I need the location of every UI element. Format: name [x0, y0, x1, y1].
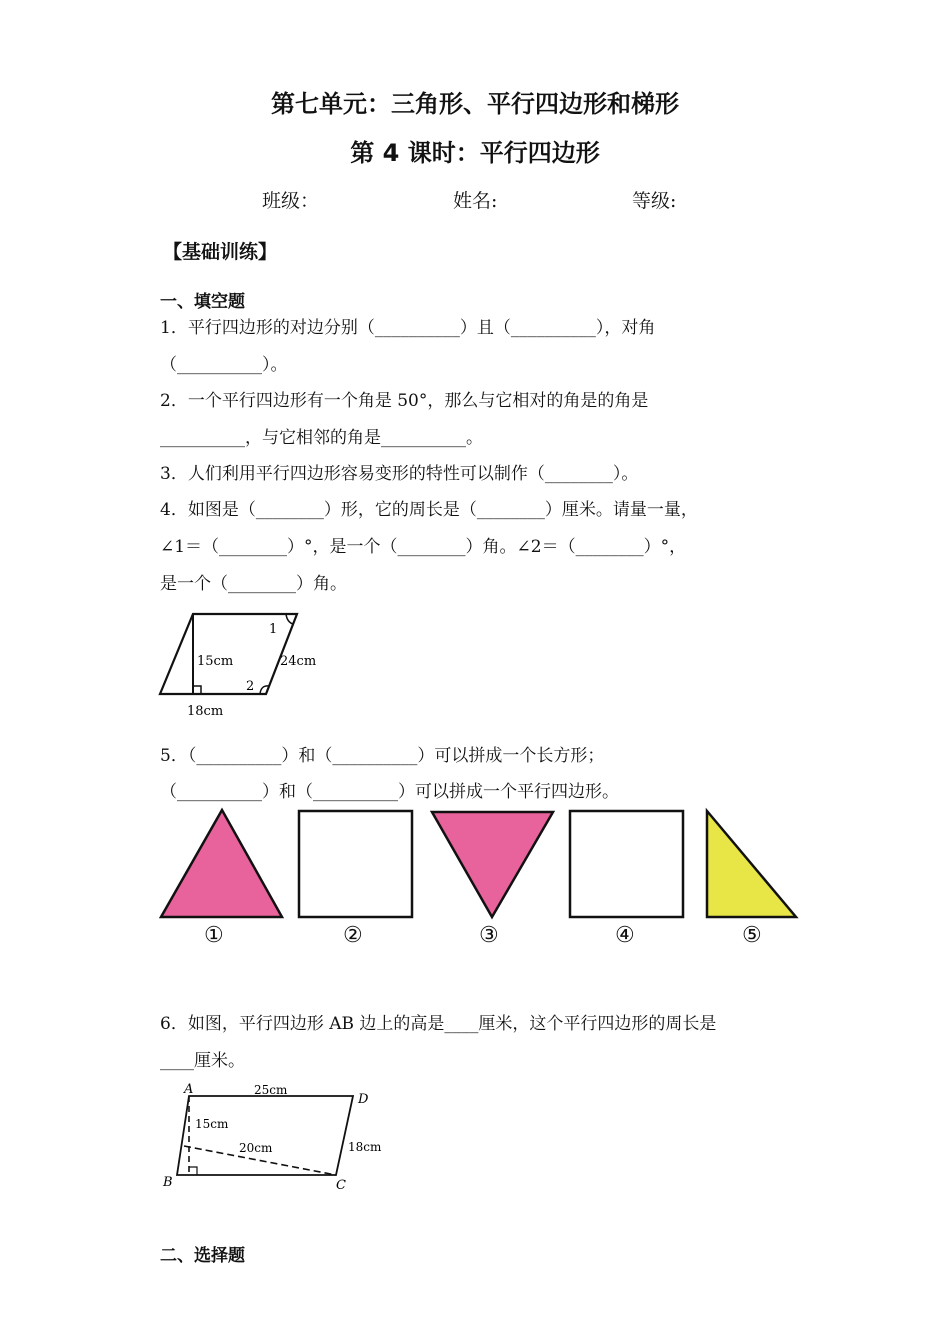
- shape-label-5: ⑤: [742, 923, 762, 948]
- right-angle-mark-bottom: [189, 1167, 197, 1175]
- question-4-line-2: ∠1＝（________）°，是一个（________）角。∠2＝（________）°，: [160, 537, 687, 557]
- right-angle-mark: [193, 686, 201, 694]
- square-shape-2: [297, 808, 415, 920]
- shape-label-3: ③: [479, 923, 499, 948]
- lesson-subtitle: 第 4 课时：平行四边形: [350, 139, 600, 167]
- question-2-line-2: __________，与它相邻的角是__________。: [160, 428, 483, 448]
- vertex-d-label: D: [358, 1092, 369, 1107]
- question-4-line-3: 是一个（________）角。: [160, 574, 347, 594]
- square-shape-4: [568, 808, 686, 920]
- question-3: 3．人们利用平行四边形容易变形的特性可以制作（________）。: [160, 464, 639, 484]
- question-6-line-1: 6．如图，平行四边形 AB 边上的高是____厘米，这个平行四边形的周长是: [160, 1014, 717, 1034]
- page-title: 第七单元：三角形、平行四边形和梯形: [271, 90, 679, 118]
- top-side-label: 25cm: [254, 1083, 288, 1097]
- side-label: 24cm: [280, 654, 317, 669]
- grade-label: 等级:: [632, 190, 677, 212]
- pink-triangle-shape-1: [158, 808, 286, 920]
- fill-blank-heading: 一、填空题: [160, 292, 245, 312]
- multiple-choice-heading: 二、选择题: [160, 1246, 245, 1266]
- parallelogram-figure-q6: [155, 1080, 395, 1195]
- right-side-label: 18cm: [348, 1140, 382, 1154]
- yellow-right-triangle-shape-5: [704, 808, 800, 920]
- parallelogram-abcd: [177, 1096, 353, 1175]
- question-1-line-2: （__________）。: [160, 355, 288, 375]
- shape-label-4: ④: [615, 923, 635, 948]
- class-label: 班级：: [262, 190, 320, 212]
- diagonal-height-label: 20cm: [239, 1141, 273, 1155]
- question-6-line-2: ____厘米。: [160, 1051, 245, 1071]
- pink-inverted-triangle-shape-3: [429, 808, 557, 920]
- shape-label-2: ②: [343, 923, 363, 948]
- question-5-line-2: （__________）和（__________）可以拼成一个平行四边形。: [160, 782, 619, 802]
- shape-label-1: ①: [204, 923, 224, 948]
- question-4-line-1: 4．如图是（________）形，它的周长是（________）厘米。请量一量，: [160, 500, 698, 520]
- angle-1-arc: [286, 614, 293, 624]
- height-label: 15cm: [197, 654, 234, 669]
- base-label: 18cm: [187, 704, 224, 719]
- name-label: 姓名:: [453, 190, 498, 212]
- angle-2-label: 2: [246, 679, 255, 694]
- vertex-b-label: B: [163, 1175, 173, 1190]
- question-1-line-1: 1．平行四边形的对边分别（__________）且（__________），对角: [160, 318, 656, 338]
- section-basic-training: 【基础训练】: [163, 241, 278, 263]
- question-5-line-1: 5．（__________）和（__________）可以拼成一个长方形；: [160, 746, 605, 766]
- parallelogram-figure-q4: [150, 605, 330, 720]
- vertex-a-label: A: [184, 1082, 194, 1097]
- question-2-line-1: 2．一个平行四边形有一个角是 50°，那么与它相对的角是的角是: [160, 391, 649, 411]
- vertex-c-label: C: [336, 1178, 346, 1193]
- angle-1-label: 1: [269, 622, 278, 637]
- height-label-q6: 15cm: [195, 1117, 229, 1131]
